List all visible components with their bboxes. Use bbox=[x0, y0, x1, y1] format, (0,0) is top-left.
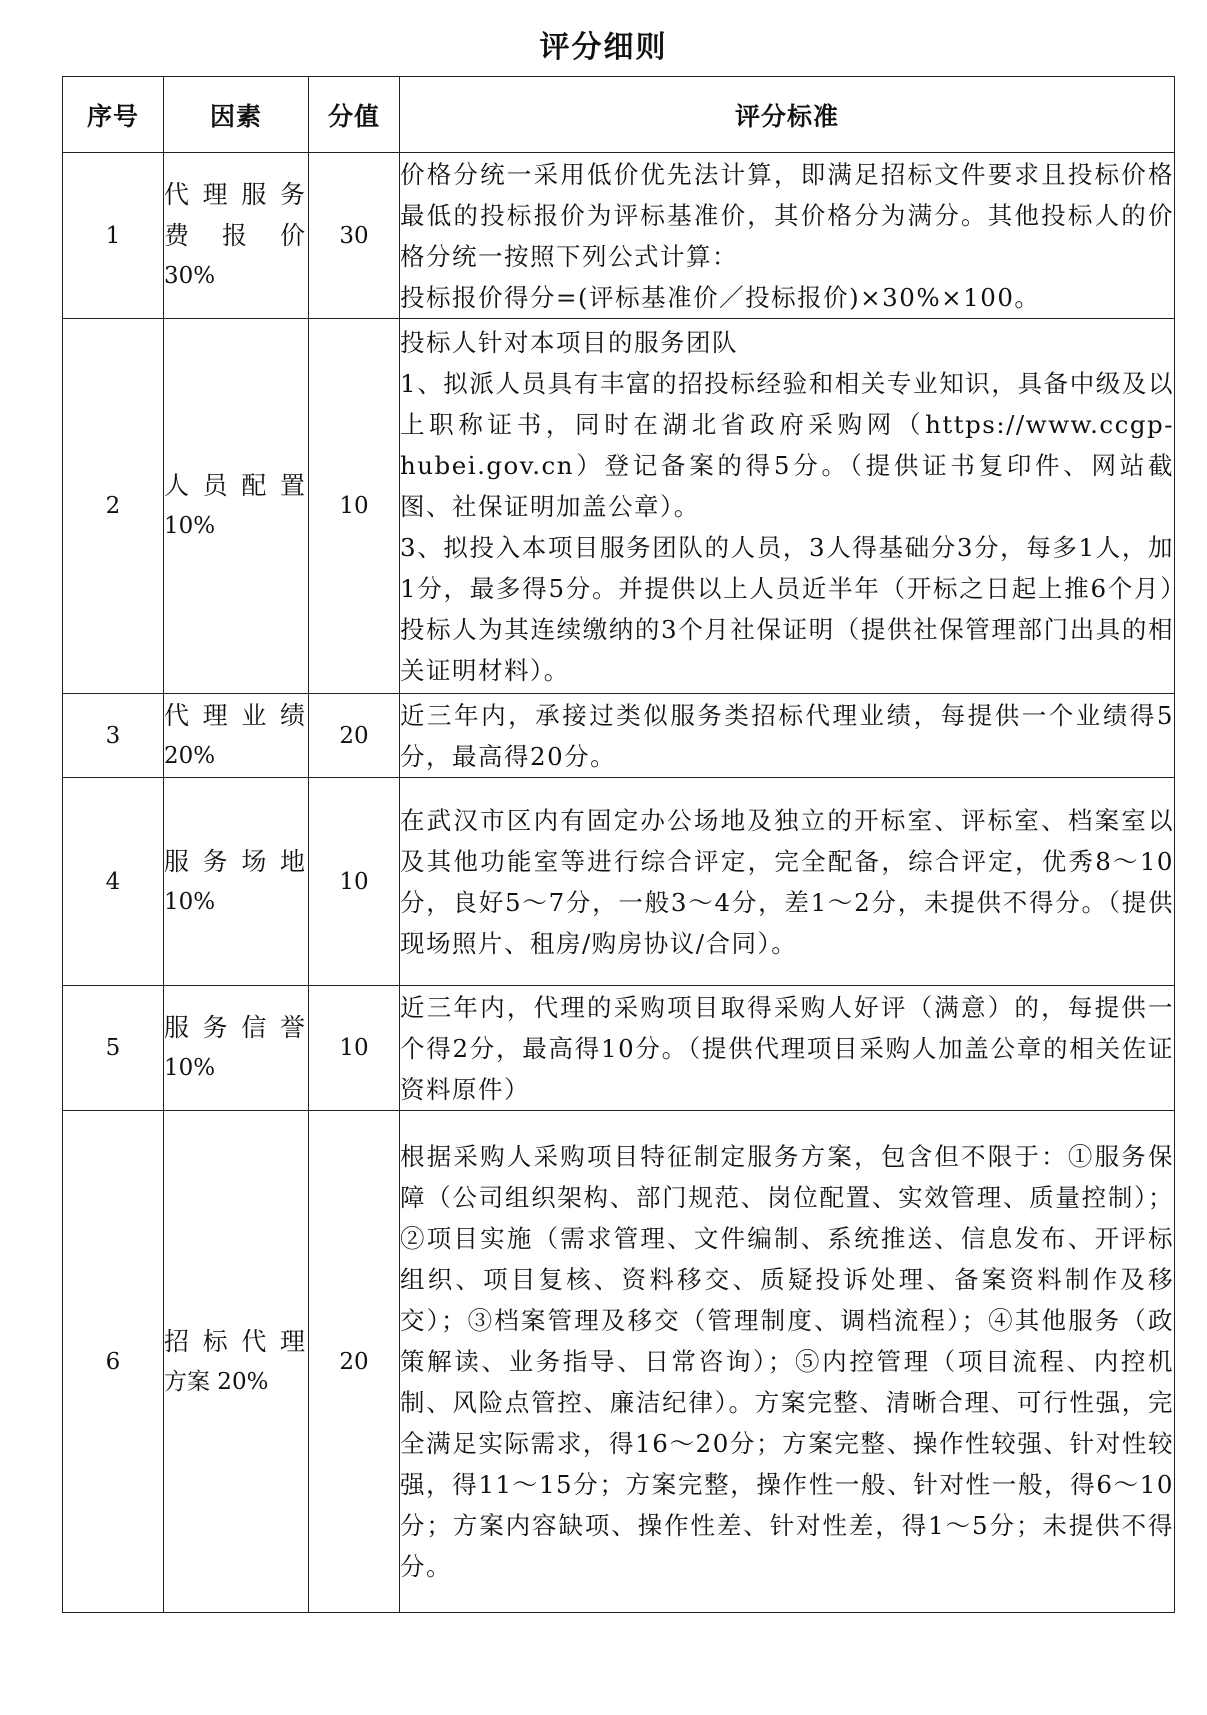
factor-line: 服务信誉 bbox=[164, 1013, 308, 1042]
row-criteria bbox=[400, 986, 1175, 1111]
row-criteria bbox=[400, 153, 1175, 319]
row-factor bbox=[164, 319, 309, 694]
row-factor bbox=[164, 986, 309, 1111]
row-number: 1 bbox=[63, 153, 164, 319]
header-criteria: 评分标准 bbox=[400, 77, 1175, 153]
page-title: 评分细则 bbox=[539, 30, 668, 65]
factor-line: 代理服务 bbox=[164, 180, 308, 209]
row-score: 10 bbox=[309, 986, 400, 1111]
row-number: 3 bbox=[63, 694, 164, 778]
factor-weight: 方案 20% bbox=[164, 1368, 269, 1395]
row-criteria bbox=[400, 319, 1175, 694]
factor-line: 招标代理 bbox=[164, 1326, 308, 1356]
row-factor bbox=[164, 1111, 309, 1613]
criteria-paragraph: 近三年内，承接过类似服务类招标代理业绩，每提供一个业绩得5分，最高得20分。 bbox=[400, 700, 1174, 771]
table-header-row bbox=[63, 77, 1175, 153]
header-score: 分值 bbox=[309, 77, 400, 153]
table-row bbox=[63, 153, 1175, 319]
table-row bbox=[63, 319, 1175, 694]
row-criteria bbox=[400, 694, 1175, 778]
row-score: 10 bbox=[309, 778, 400, 986]
scoring-table bbox=[62, 76, 1175, 1613]
factor-line: 费 报 价 bbox=[164, 221, 308, 250]
factor-line: 代理业绩 bbox=[164, 700, 308, 730]
factor-line: 服务场地 bbox=[164, 846, 308, 876]
row-criteria bbox=[400, 1111, 1175, 1613]
row-criteria bbox=[400, 778, 1175, 986]
row-factor bbox=[164, 694, 309, 778]
criteria-paragraph: 投标人针对本项目的服务团队 bbox=[400, 327, 738, 357]
row-factor bbox=[164, 778, 309, 986]
row-score: 10 bbox=[309, 319, 400, 694]
criteria-paragraph: 根据采购人采购项目特征制定服务方案，包含但不限于：①服务保障（公司组织架构、部门规范、岗位配置、实效管理、质量控制）；②项目实施（需求管理、文件编制、系统推送、信息发布、开评标组织、项目复核、资料移交、质疑投诉处理、备案资料制作及移交）；③档案管理及移交（管理制度、调档流程）；④其他服务（政策解读、业务指导、日常咨询）；⑤内控管理（项目流程、内控机制、风险点管控、廉洁纪律）。方案完整、清晰合理、可行性强，完全满足实际需求，得16～20分；方案完整、操作性较强、针对性较强，得11～15分；方案完整，操作性一般、针对性一般，得6～10分；方案内容缺项、操作性差、针对性差，得1～5分；未提供不得分。 bbox=[400, 1142, 1174, 1581]
table-row bbox=[63, 694, 1175, 778]
row-number: 2 bbox=[63, 319, 164, 694]
row-score: 20 bbox=[309, 1111, 400, 1613]
criteria-paragraph: 近三年内，代理的采购项目取得采购人好评（满意）的，每提供一个得2分，最高得10分。（提供代理项目采购人加盖公章的相关佐证资料原件） bbox=[400, 992, 1174, 1104]
row-number: 6 bbox=[63, 1111, 164, 1613]
factor-weight: 10% bbox=[164, 513, 216, 539]
factor-line: 人员配置 bbox=[164, 471, 308, 500]
header-no: 序号 bbox=[63, 77, 164, 153]
header-factor: 因素 bbox=[164, 77, 309, 153]
row-score: 20 bbox=[309, 694, 400, 778]
row-number: 5 bbox=[63, 986, 164, 1111]
criteria-paragraph: 价格分统一采用低价优先法计算，即满足招标文件要求且投标价格最低的投标报价为评标基准价，其价格分为满分。其他投标人的价格分统一按照下列公式计算： bbox=[400, 159, 1174, 271]
criteria-formula: 投标报价得分=(评标基准价／投标报价)×30%×100。 bbox=[400, 282, 1041, 312]
factor-weight: 10% bbox=[164, 1055, 216, 1081]
factor-weight: 30% bbox=[164, 263, 216, 289]
row-score: 30 bbox=[309, 153, 400, 319]
factor-weight: 20% bbox=[164, 742, 216, 769]
table-row bbox=[63, 986, 1175, 1111]
table-row bbox=[63, 778, 1175, 986]
criteria-paragraph: 3、拟投入本项目服务团队的人员，3人得基础分3分，每多1人，加1分，最多得5分。并提供以上人员近半年（开标之日起上推6个月）投标人为其连续缴纳的3个月社保证明（提供社保管理部门出具的相关证明材料）。 bbox=[400, 532, 1174, 685]
criteria-paragraph: 1、拟派人员具有丰富的招投标经验和相关专业知识，具备中级及以上职称证书，同时在湖北省政府采购网（https://www.ccgp-hubei.gov.cn）登记备案的得5分。（提供证书复印件、网站截图、社保证明加盖公章）。 bbox=[400, 368, 1174, 521]
row-factor bbox=[164, 153, 309, 319]
table-row bbox=[63, 1111, 1175, 1613]
criteria-paragraph: 在武汉市区内有固定办公场地及独立的开标室、评标室、档案室以及其他功能室等进行综合评定，完全配备，综合评定，优秀8～10分，良好5～7分，一般3～4分，差1～2分，未提供不得分。（提供现场照片、租房/购房协议/合同）。 bbox=[400, 805, 1174, 958]
factor-weight: 10% bbox=[164, 888, 216, 915]
row-number: 4 bbox=[63, 778, 164, 986]
